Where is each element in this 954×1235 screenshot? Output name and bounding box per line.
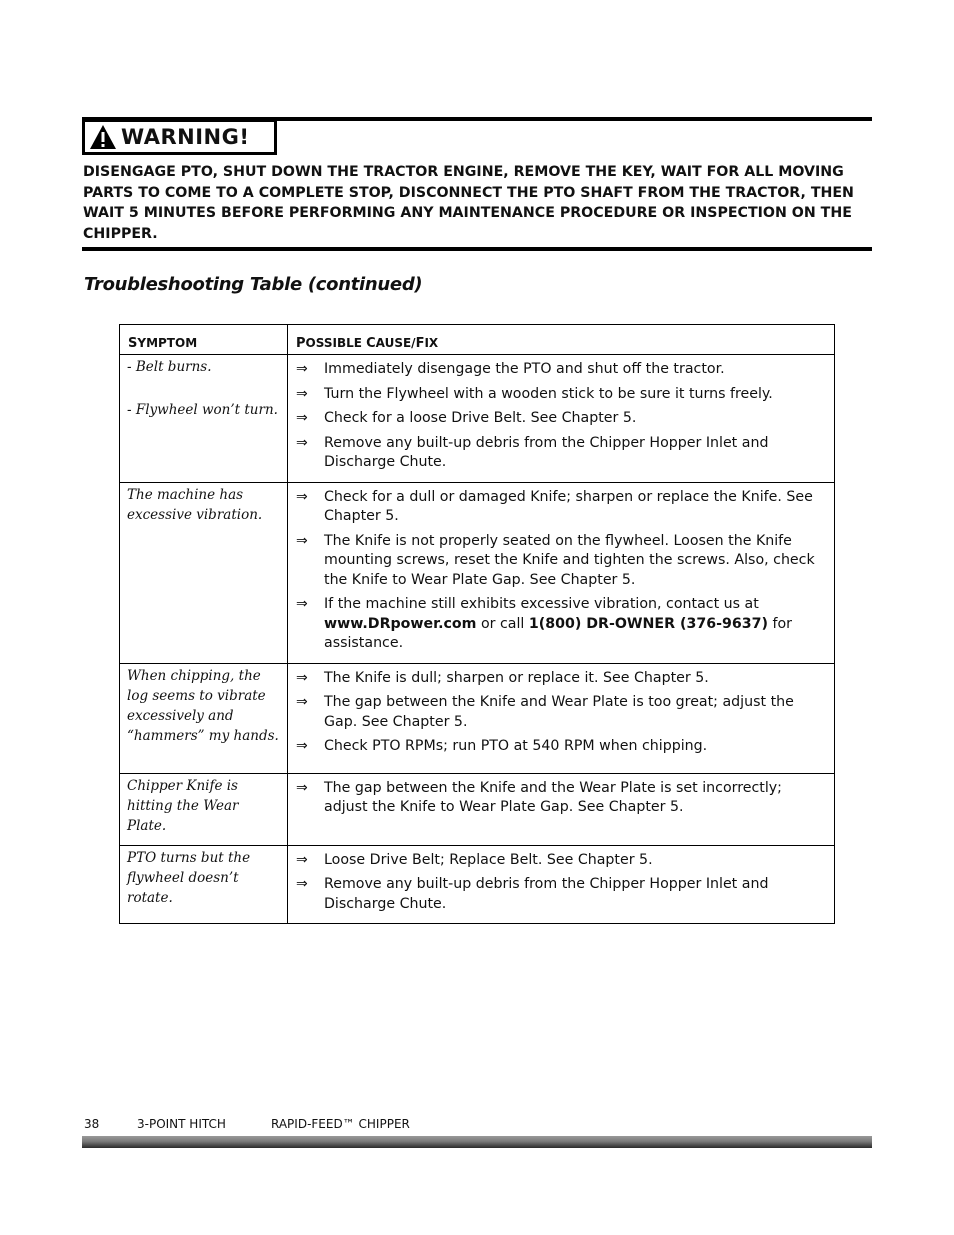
fix-item: ⇒ Check PTO RPMs; run PTO at 540 RPM when chipping.: [296, 737, 825, 757]
arrow-icon: ⇒: [296, 385, 308, 402]
fix-cell: [288, 355, 835, 483]
fix-cell: [288, 773, 835, 845]
arrow-icon: ⇒: [296, 851, 308, 868]
fix-item: ⇒ The Knife is dull; sharpen or replace it. See Chapter 5.: [296, 669, 825, 689]
arrow-icon: ⇒: [296, 876, 308, 892]
fix-item: ⇒ Check for a loose Drive Belt. See Chapter 5.: [296, 409, 825, 429]
warning-triangle-icon: [85, 122, 121, 152]
arrow-icon: ⇒: [296, 410, 308, 426]
symptom-cell: [120, 663, 288, 773]
fix-cell: [288, 663, 835, 773]
symptom-text: PTO turns but the flywheel doesn’t rotate.: [127, 849, 251, 906]
fix-item: ⇒ Remove any built-up debris from the Chipper Hopper Inlet and Discharge Chute.: [296, 875, 825, 914]
fix-item: ⇒ Loose Drive Belt; Replace Belt. See Chapter 5.: [296, 851, 825, 871]
arrow-icon: ⇒: [296, 779, 308, 796]
table-row: [120, 845, 835, 924]
arrow-icon: ⇒: [296, 596, 308, 612]
fix-cell: [288, 482, 835, 663]
table-header-row: [120, 325, 835, 355]
table-row: [120, 355, 835, 483]
fix-cell: [288, 845, 835, 924]
table-row: [120, 482, 835, 663]
phone-number: 1(800) DR-OWNER (376-9637): [528, 615, 768, 632]
footer-product: RAPID-FEED™ CHIPPER: [271, 1117, 410, 1131]
symptom-text: - Belt burns.: [127, 359, 212, 375]
fix-item: ⇒ The gap between the Knife and Wear Plate is too great; adjust the Gap. See Chapter 5.: [296, 693, 825, 732]
footer-section: 3-POINT HITCH: [137, 1117, 226, 1131]
arrow-icon: ⇒: [296, 694, 308, 710]
warning-banner: [82, 119, 277, 155]
symptom-cell: [120, 773, 288, 845]
symptom-cell: [120, 482, 288, 663]
arrow-icon: ⇒: [296, 532, 308, 549]
table-row: [120, 663, 835, 773]
warning-label: WARNING!: [121, 125, 250, 149]
warning-text: DISENGAGE PTO, SHUT DOWN THE TRACTOR ENGINE, REMOVE THE KEY, WAIT FOR ALL MOVING PARTS TO COME TO A COMPLETE STOP, DISCONNECT THE PTO SHAFT FROM THE TRACTOR, THEN WAIT 5 MINUTES BEFORE PERFORMING ANY MAINTENANCE PROCEDURE OR INSPECTION ON THE CHIPPER.: [83, 164, 854, 242]
page-number: 38: [84, 1117, 100, 1131]
possible-cause-fix-header: POSSIBLE CAUSE/FIX: [288, 325, 835, 355]
fix-item: ⇒ Turn the Flywheel with a wooden stick to be sure it turns freely.: [296, 385, 825, 405]
symptom-header: SYMPTOM: [120, 325, 288, 355]
footer-bar: [82, 1136, 872, 1148]
fix-item: ⇒ Immediately disengage the PTO and shut off the tractor.: [296, 360, 825, 380]
fix-item: ⇒ If the machine still exhibits excessive vibration, contact us at www.DRpower.com or call 1(800) DR-OWNER (376-9637) for assistance.: [296, 595, 825, 654]
arrow-icon: ⇒: [296, 738, 308, 754]
arrow-icon: ⇒: [296, 361, 308, 377]
warning-bottom-rule: [82, 247, 872, 251]
symptom-text: - Flywheel won’t turn.: [127, 402, 278, 418]
arrow-icon: ⇒: [296, 488, 308, 505]
section-title: Troubleshooting Table (continued): [84, 274, 423, 295]
arrow-icon: ⇒: [296, 669, 308, 686]
fix-item: ⇒ Check for a dull or damaged Knife; sharpen or replace the Knife. See Chapter 5.: [296, 488, 825, 527]
fix-item: ⇒ The gap between the Knife and the Wear Plate is set incorrectly; adjust the Knife to Wear Plate Gap. See Chapter 5.: [296, 779, 825, 818]
symptom-cell: [120, 845, 288, 924]
symptom-text: The machine has excessive vibration.: [127, 486, 263, 523]
arrow-icon: ⇒: [296, 434, 308, 451]
table-row: [120, 773, 835, 845]
symptom-text: When chipping, the log seems to vibrate excessively and “hammers” my hands.: [127, 667, 279, 744]
symptom-cell: [120, 355, 288, 483]
fix-item: ⇒ Remove any built-up debris from the Chipper Hopper Inlet and Discharge Chute.: [296, 434, 825, 473]
fix-item: ⇒ The Knife is not properly seated on the flywheel. Loosen the Knife mounting screws, reset the Knife and tighten the screws. Also, check the Knife to Wear Plate Gap. See Chapter 5.: [296, 532, 825, 591]
troubleshooting-table: [119, 324, 835, 924]
symptom-text: Chipper Knife is hitting the Wear Plate.: [127, 777, 239, 834]
website-link[interactable]: www.DRpower.com: [324, 615, 477, 632]
